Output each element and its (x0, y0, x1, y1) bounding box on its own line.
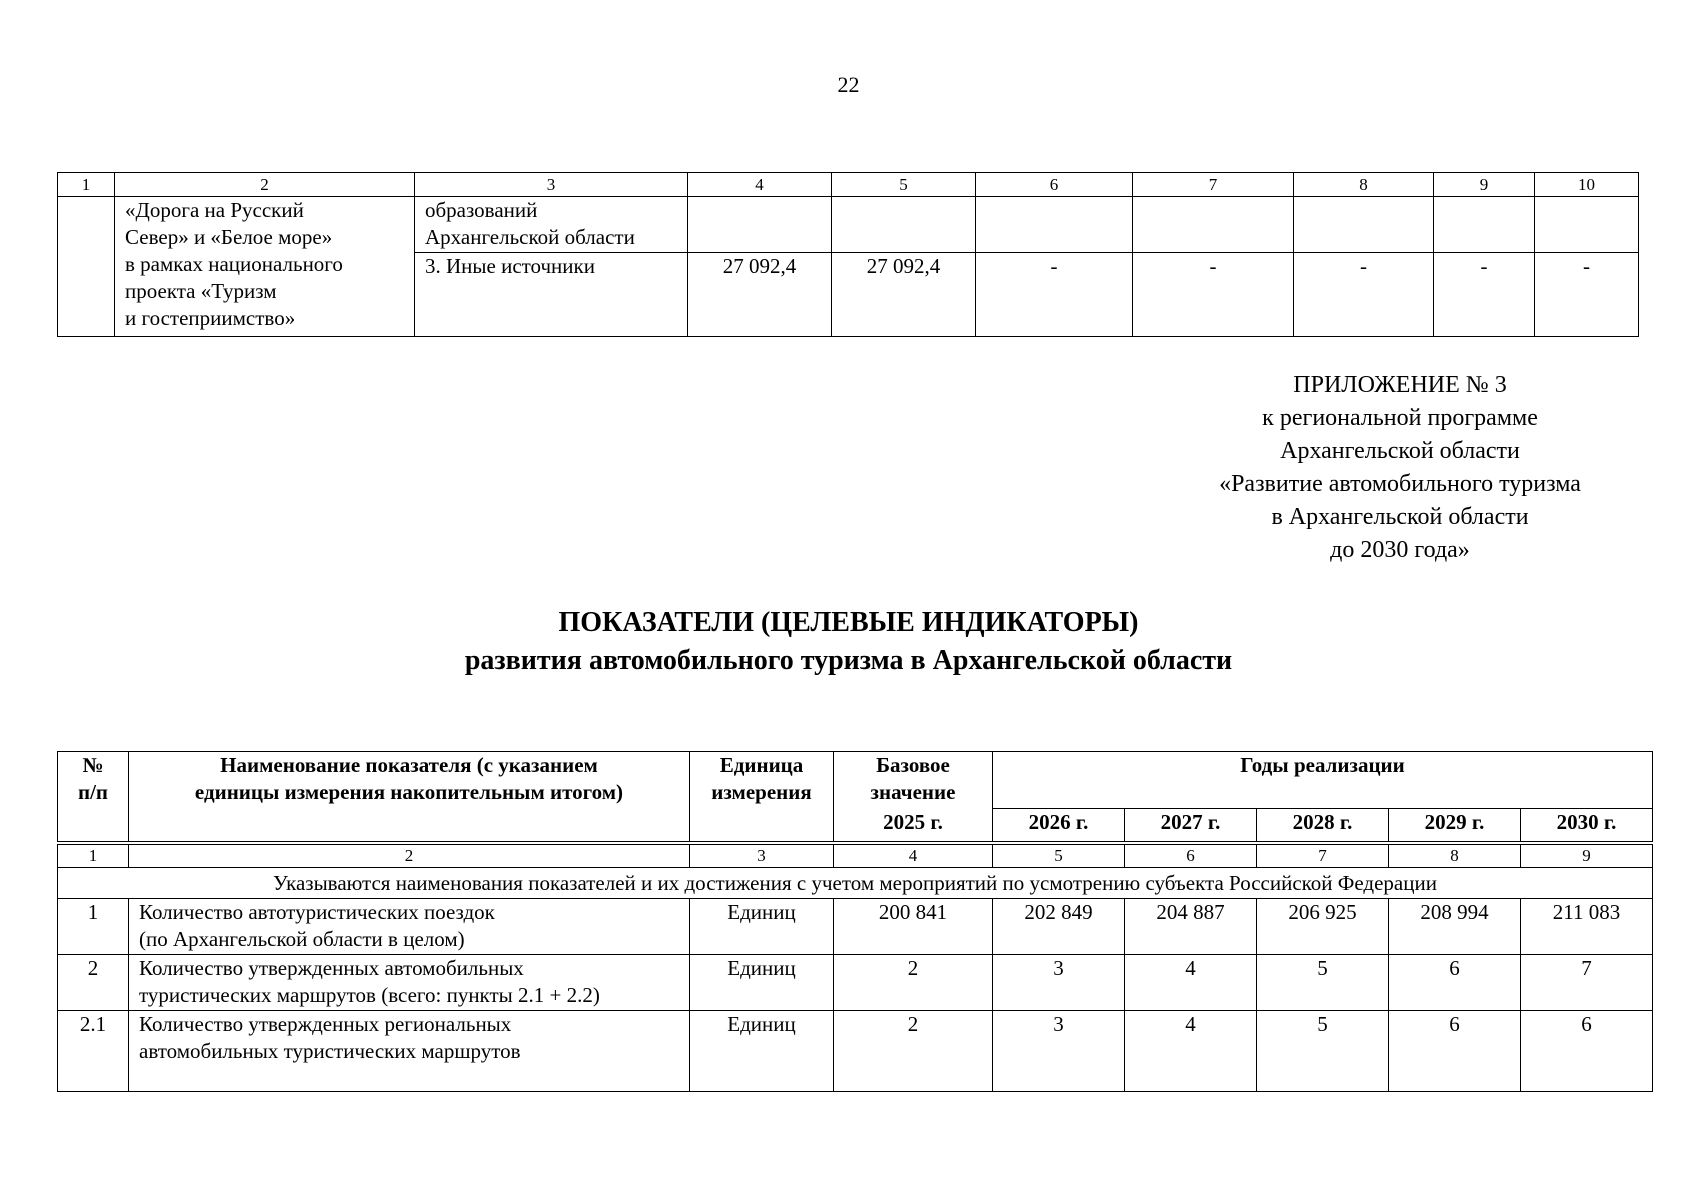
column-number: 5 (993, 845, 1125, 868)
row-number: 2.1 (58, 1011, 129, 1092)
base-value: 2 (834, 955, 993, 1011)
appendix-line: до 2030 года» (1330, 537, 1470, 563)
project-name-cell (115, 197, 415, 337)
year-value: 6 (1389, 955, 1521, 1011)
header-year: 2029 г. (1389, 809, 1521, 842)
project-name-line: Север» и «Белое море» (125, 225, 333, 249)
header-unit (690, 752, 834, 842)
header-name-line: Наименование показателя (с указанием (220, 753, 598, 777)
indicator-name-line: Количество автотуристических поездок (139, 900, 495, 924)
header-name-line: единицы измерения накопительным итогом) (194, 780, 624, 804)
source-line: Архангельской области (425, 225, 635, 249)
unit-cell: Единиц (690, 955, 834, 1011)
header-row (58, 752, 1653, 809)
column-number: 8 (1389, 845, 1521, 868)
column-number: 4 (688, 173, 832, 197)
header-unit-line: Единица (719, 753, 804, 777)
column-number: 1 (58, 845, 129, 868)
header-num (58, 752, 129, 842)
header-year: 2030 г. (1521, 809, 1653, 842)
project-name-line: «Дорога на Русский (125, 198, 304, 222)
column-number: 8 (1294, 173, 1434, 197)
page-number: 22 (837, 72, 860, 97)
unit-cell: Единиц (690, 899, 834, 955)
project-name-line: и гостеприимство» (125, 306, 296, 330)
indicator-name-line: Количество утвержденных региональных (139, 1012, 512, 1036)
appendix-line: ПРИЛОЖЕНИЕ № 3 (1293, 372, 1507, 398)
table-row (58, 1011, 1653, 1092)
note-text: Указываются наименования показателей и их достижения с учетом мероприятий по усмотрению субъекта Российской Федерации (58, 868, 1653, 899)
header-base-line: Базовое (876, 753, 950, 777)
header-year: 2026 г. (993, 809, 1125, 842)
column-number: 7 (1257, 845, 1389, 868)
source-continuation-cell (415, 197, 688, 253)
value-cell: - (1294, 253, 1434, 337)
value-cell: - (1133, 253, 1294, 337)
appendix-block (1150, 369, 1650, 567)
column-number-row (58, 845, 1653, 868)
column-number: 6 (976, 173, 1133, 197)
header-num-line: № (82, 753, 104, 777)
header-name (129, 752, 690, 842)
value-cell: 27 092,4 (832, 253, 976, 337)
source-label: 3. Иные источники (415, 253, 688, 337)
header-years-group: Годы реализации (993, 752, 1653, 809)
header-unit-line: измерения (711, 780, 812, 804)
funding-table (57, 172, 1639, 337)
year-value: 206 925 (1257, 899, 1389, 955)
appendix-line: в Архангельской области (1271, 504, 1529, 530)
year-value: 6 (1521, 1011, 1653, 1092)
year-value: 5 (1257, 955, 1389, 1011)
year-value: 211 083 (1521, 899, 1653, 955)
column-number: 7 (1133, 173, 1294, 197)
indicator-name (129, 955, 690, 1011)
year-value: 202 849 (993, 899, 1125, 955)
indicator-name-line: (по Архангельской области в целом) (139, 927, 465, 951)
base-value: 200 841 (834, 899, 993, 955)
source-line: образований (425, 198, 538, 222)
row-number: 2 (58, 955, 129, 1011)
value-cell: - (1434, 253, 1535, 337)
year-value: 208 994 (1389, 899, 1521, 955)
year-value: 3 (993, 955, 1125, 1011)
header-base (834, 752, 993, 809)
project-name-line: проекта «Туризм (125, 279, 277, 303)
column-number: 6 (1125, 845, 1257, 868)
table-row (58, 899, 1653, 955)
appendix-line: «Развитие автомобильного туризма (1219, 471, 1581, 497)
year-value: 6 (1389, 1011, 1521, 1092)
value-cell: 27 092,4 (688, 253, 832, 337)
header-base-line: значение (870, 780, 956, 804)
value-cell: - (976, 253, 1133, 337)
row-number: 1 (58, 899, 129, 955)
column-number: 2 (115, 173, 415, 197)
column-number: 9 (1521, 845, 1653, 868)
document-subtitle: развития автомобильного туризма в Архангельской области (464, 645, 1233, 676)
column-number: 1 (58, 173, 115, 197)
column-number: 3 (690, 845, 834, 868)
column-number: 5 (832, 173, 976, 197)
year-value: 204 887 (1125, 899, 1257, 955)
value-cell: - (1535, 253, 1639, 337)
appendix-line: Архангельской области (1280, 438, 1520, 464)
document-title: ПОКАЗАТЕЛИ (ЦЕЛЕВЫЕ ИНДИКАТОРЫ) (558, 607, 1139, 638)
column-number: 2 (129, 845, 690, 868)
column-number: 10 (1535, 173, 1639, 197)
year-value: 5 (1257, 1011, 1389, 1092)
column-number: 9 (1434, 173, 1535, 197)
note-row (58, 868, 1653, 899)
year-value: 7 (1521, 955, 1653, 1011)
row-number-cell (58, 197, 115, 337)
header-base-year: 2025 г. (834, 809, 993, 842)
indicator-name (129, 1011, 690, 1092)
header-num-line: п/п (77, 780, 109, 804)
column-number-row (58, 173, 1639, 197)
indicator-name (129, 899, 690, 955)
column-number: 4 (834, 845, 993, 868)
header-year: 2027 г. (1125, 809, 1257, 842)
indicator-name-line: автомобильных туристических маршрутов (139, 1039, 521, 1063)
column-number: 3 (415, 173, 688, 197)
indicator-name-line: туристических маршрутов (всего: пункты 2.1 + 2.2) (139, 983, 600, 1007)
year-value: 4 (1125, 955, 1257, 1011)
indicator-name-line: Количество утвержденных автомобильных (139, 956, 524, 980)
indicators-table (57, 751, 1653, 1092)
appendix-line: к региональной программе (1262, 405, 1538, 431)
unit-cell: Единиц (690, 1011, 834, 1092)
header-year: 2028 г. (1257, 809, 1389, 842)
year-value: 3 (993, 1011, 1125, 1092)
project-name-line: в рамках национального (125, 252, 343, 276)
year-value: 4 (1125, 1011, 1257, 1092)
table-row (58, 955, 1653, 1011)
base-value: 2 (834, 1011, 993, 1092)
